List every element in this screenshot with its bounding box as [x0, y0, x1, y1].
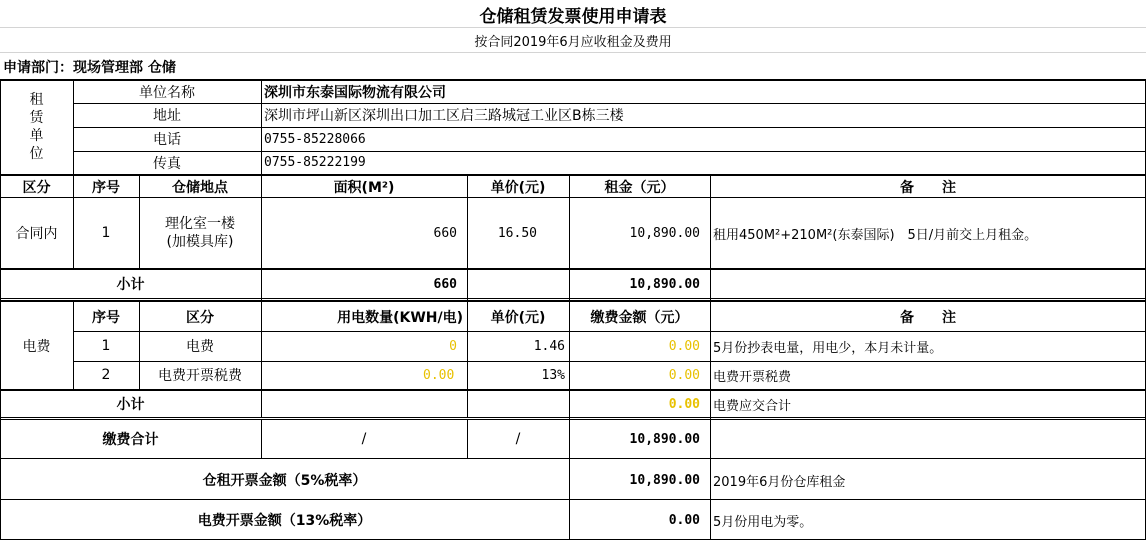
grid-line [0, 417, 1146, 418]
electric-row1-remark: 5月份抄表电量，用电少，本月未计量。 [713, 340, 943, 356]
electric-row1-seq: 1 [101, 338, 111, 354]
grid-line [710, 176, 711, 540]
lessee-address-label: 地址 [153, 108, 181, 124]
rent-subtotal-area: 660 [433, 276, 457, 292]
electric-header-usage: 用电数量(KWH/电) [337, 309, 463, 326]
grid-line [0, 300, 1146, 302]
electric-row2-price: 13% [541, 367, 565, 383]
grid-line [73, 151, 1146, 152]
lessee-phone-value: 0755-85228066 [264, 131, 366, 147]
rent-row-price: 16.50 [497, 225, 537, 241]
grid-line [0, 389, 1146, 391]
grid-line [0, 298, 1146, 299]
rent-row-type: 合同内 [15, 226, 58, 242]
electric-header-type: 区分 [186, 309, 214, 326]
rent-header-rent: 租金（元） [604, 180, 675, 196]
invoice-electric-label: 电费开票金额（13%税率） [197, 513, 372, 529]
rent-header-location: 仓储地点 [172, 180, 228, 196]
rent-subtotal-rent: 10,890.00 [629, 276, 700, 292]
lessee-phone-label: 电话 [153, 132, 181, 148]
electric-subtotal-label: 小计 [116, 397, 145, 413]
electric-row2-amount: 0.00 [668, 367, 700, 383]
grid-line [0, 499, 1146, 500]
electric-row1-amount: 0.00 [668, 338, 700, 354]
rent-header-price: 单价(元) [490, 180, 546, 196]
sheet-subtitle: 按合同2019年6月应收租金及费用 [474, 34, 672, 50]
electric-header-amount: 缴费金额（元） [590, 309, 689, 326]
grid-line [569, 176, 570, 540]
grid-line [467, 176, 468, 418]
grid-line [261, 80, 262, 418]
total-col1: / [361, 431, 367, 447]
grid-line [73, 103, 1146, 104]
grid-line [73, 361, 1146, 362]
department-label: 申请部门：现场管理部 仓储 [3, 60, 176, 76]
grid-line [73, 302, 74, 390]
lessee-address-value: 深圳市坪山新区深圳出口加工区启三路城冠工业区B栋三楼 [264, 108, 624, 124]
invoice-rent-remark: 2019年6月份仓库租金 [713, 474, 846, 490]
lessee-char-1: 租 [29, 92, 44, 108]
grid-line [0, 52, 1146, 53]
electric-header-remark: 备 注 [900, 309, 956, 326]
invoice-rent-amount: 10,890.00 [629, 472, 700, 488]
invoice-electric-amount: 0.00 [668, 512, 700, 528]
grid-line [73, 127, 1146, 128]
grid-line [467, 420, 468, 458]
grid-line [0, 79, 1146, 81]
total-col2: / [515, 431, 521, 447]
lessee-char-3: 单 [29, 128, 44, 144]
lessee-name-label: 单位名称 [139, 84, 195, 101]
grid-line [139, 176, 140, 268]
grid-line [261, 420, 262, 458]
total-label: 缴费合计 [102, 432, 159, 448]
rent-row-seq: 1 [101, 225, 111, 241]
invoice-electric-remark: 5月份用电为零。 [713, 514, 813, 530]
electric-subtotal-amount: 0.00 [668, 396, 700, 412]
sheet-title: 仓储租赁发票使用申请表 [479, 6, 667, 27]
electric-row1-usage: 0 [449, 338, 457, 354]
grid-line [0, 458, 1146, 459]
grid-line [0, 268, 1146, 270]
rent-header-remark: 备 注 [900, 180, 956, 196]
rent-row-remark: 租用450M²+210M²(东泰国际) 5日/月前交上月租金。 [713, 227, 1038, 243]
grid-line [0, 197, 1146, 198]
total-amount: 10,890.00 [629, 431, 700, 447]
electric-row2-remark: 电费开票税费 [713, 369, 792, 385]
electric-row1-price: 1.46 [533, 338, 565, 354]
lessee-fax-label: 传真 [153, 155, 181, 172]
rent-header-area: 面积(M²) [333, 180, 395, 196]
rent-header-type: 区分 [22, 180, 51, 196]
grid-line [73, 80, 74, 269]
rent-subtotal-label: 小计 [116, 277, 145, 293]
grid-line [0, 27, 1146, 28]
electric-subtotal-remark: 电费应交合计 [713, 398, 792, 414]
rent-header-seq: 序号 [92, 180, 120, 196]
electric-row2-type: 电费开票税费 [158, 368, 242, 384]
rent-location-line1: 理化室一楼 [165, 216, 235, 232]
electric-row1-type: 电费 [186, 339, 214, 355]
electric-row2-seq: 2 [101, 367, 111, 383]
electric-row2-usage: 0.00 [423, 367, 455, 383]
electric-header-price: 单价(元) [490, 309, 546, 326]
electric-label: 电费 [22, 338, 51, 355]
rent-row-area: 660 [433, 225, 457, 241]
rent-row-location [139, 198, 261, 268]
rent-row-rent: 10,890.00 [629, 225, 700, 241]
grid-line [139, 302, 140, 390]
lessee-name-value: 深圳市东泰国际物流有限公司 [264, 84, 446, 101]
lessee-side-label [0, 80, 73, 174]
grid-line [73, 331, 1146, 332]
rent-location-line2: (加模具库) [166, 234, 234, 250]
grid-line [0, 80, 1, 540]
grid-line [0, 174, 1146, 176]
electric-header-seq: 序号 [92, 309, 120, 326]
lessee-char-4: 位 [29, 146, 44, 162]
invoice-rent-label: 仓租开票金额（5%税率） [202, 473, 367, 489]
lessee-fax-value: 0755-85222199 [264, 155, 366, 170]
lessee-char-2: 赁 [29, 110, 44, 126]
grid-line [0, 419, 1146, 420]
